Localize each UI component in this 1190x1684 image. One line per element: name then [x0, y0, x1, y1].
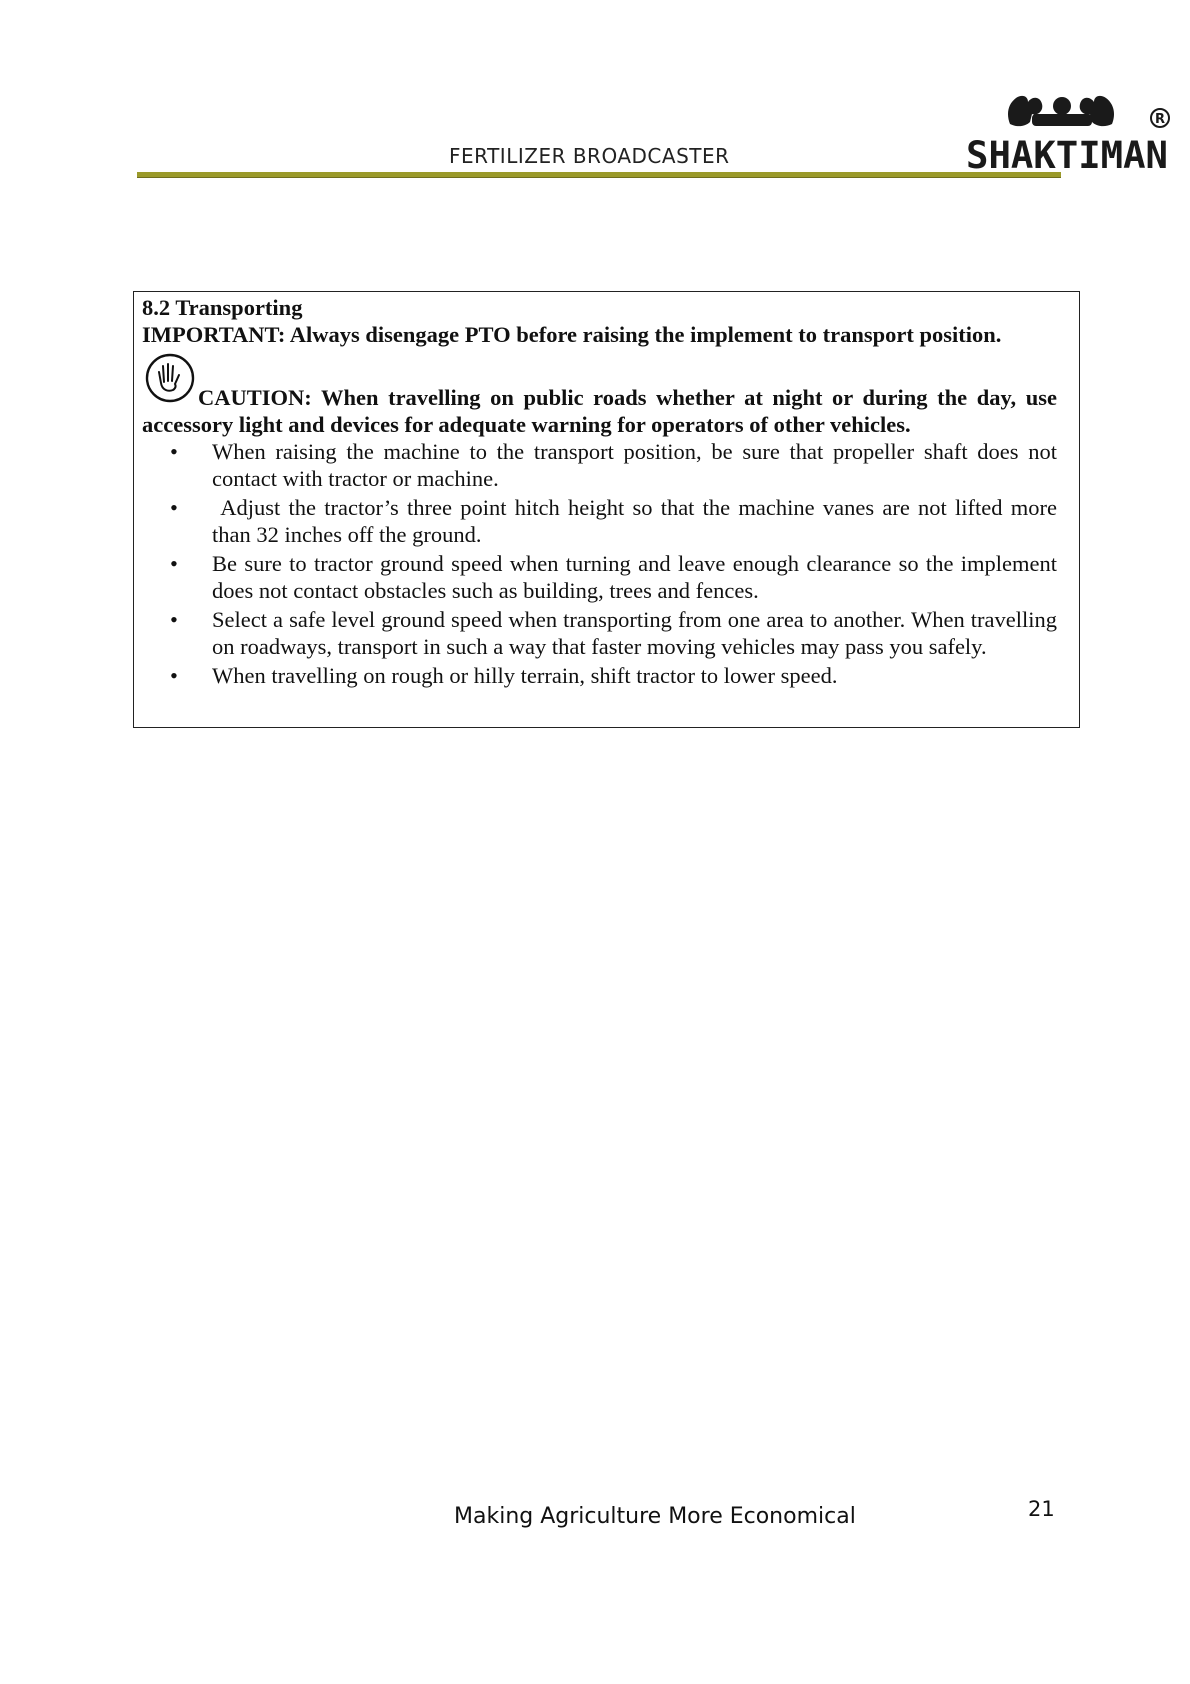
registered-mark — [1151, 109, 1169, 127]
caution-note: CAUTION: When travelling on public roads whether at night or during the day, use accessory light and devices for adequate warning for operators of other vehicles. — [142, 385, 1057, 437]
document-title: FERTILIZER BROADCASTER — [449, 144, 730, 168]
list-item: • When travelling on rough or hilly terrain, shift tractor to lower speed. — [170, 663, 838, 688]
bullet-marker: • — [170, 495, 178, 520]
strongman-arms-icon — [1008, 96, 1114, 126]
page-number: 21 — [1028, 1497, 1055, 1521]
bullet-marker: • — [170, 663, 178, 688]
header-divider — [137, 172, 1061, 178]
footer-tagline: Making Agriculture More Economical — [454, 1504, 856, 1529]
list-item: • When raising the machine to the transport position, be sure that propeller shaft does not contact with tractor or machine. — [170, 439, 1057, 491]
list-item: • Select a safe level ground speed when transporting from one area to another. When travelling on roadways, transport in such a way that faster moving vehicles may pass you safely. — [170, 607, 1057, 659]
important-note: IMPORTANT: Always disengage PTO before raising the implement to transport position. — [142, 322, 1002, 347]
bullet-marker: • — [170, 551, 178, 576]
section-heading: 8.2 Transporting — [142, 295, 303, 320]
transport-guidelines-list — [170, 438, 1063, 691]
bullet-marker: • — [170, 439, 178, 464]
list-item: • Adjust the tractor’s three point hitch height so that the machine vanes are not lifted more than 32 inches off the ground. — [170, 495, 1063, 547]
shaktiman-logo — [962, 84, 1172, 176]
logo-wordmark: SHAKTIMAN — [966, 134, 1168, 176]
svg-text:R: R — [1154, 112, 1166, 127]
list-item: • Be sure to tractor ground speed when turning and leave enough clearance so the implement does not contact obstacles such as building, trees and fences. — [170, 551, 1057, 603]
transporting-section — [133, 291, 1080, 728]
bullet-marker: • — [170, 607, 178, 632]
